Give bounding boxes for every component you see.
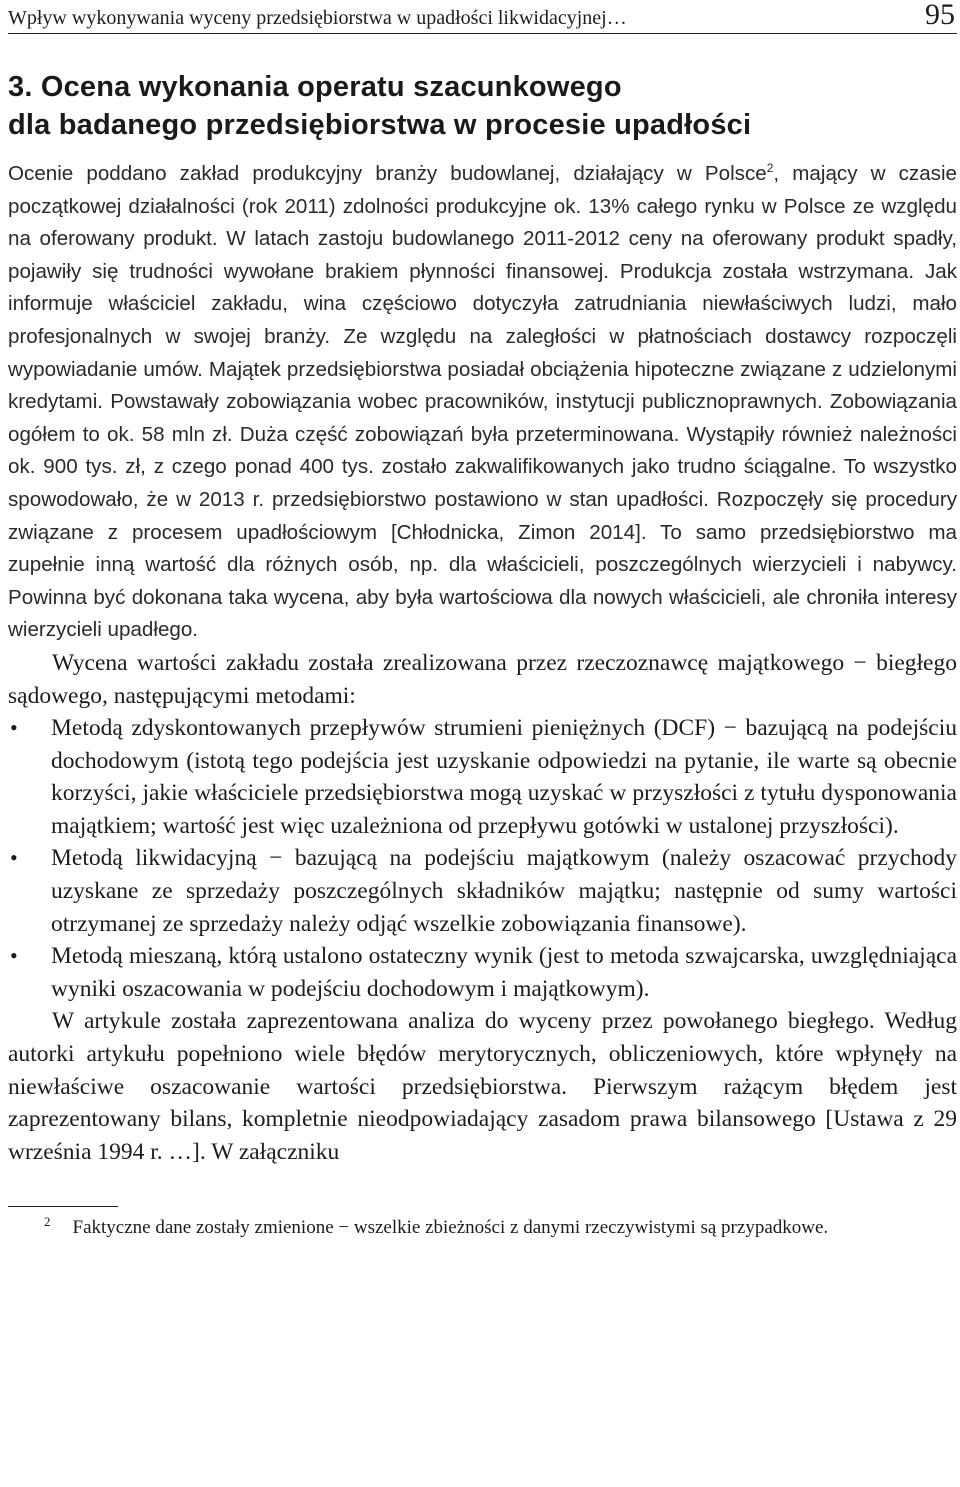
footnote-text: Faktyczne dane zostały zmienione − wszelkie zbieżności z danymi rzeczywistymi są przypadkowe. — [72, 1217, 829, 1239]
footnote-number: 2 — [44, 1214, 51, 1230]
list-item — [8, 712, 957, 842]
footnote — [8, 1215, 957, 1241]
list-item-text: Metodą mieszaną, którą ustalono ostateczny wynik (jest to metoda szwajcarska, uwzględniająca wyniki oszacowania w podejściu dochodowym i majątkowym). — [51, 943, 957, 1002]
section-title-line-2: dla badanego przedsiębiorstwa w procesie upadłości — [8, 109, 752, 141]
paragraph-intro — [8, 158, 957, 647]
bullet-icon: • — [10, 943, 18, 969]
section-title — [8, 68, 957, 144]
bullet-icon: • — [10, 845, 18, 871]
paragraph-intro-start: Ocenie poddano zakład produkcyjny branży budowlanej, działający w Polsce — [8, 162, 767, 185]
paragraph-analysis: W artykule została zaprezentowana analiza do wyceny przez powołanego biegłego. Według autorki artykułu popełniono wiele błędów merytorycznych, obliczeniowych, które wpłynęły na niewłaściwe oszacowanie wartości przedsiębiorstwa. Pierwszym rażącym błędem jest zaprezentowany bilans, kompletnie nieodpowiadający zasadom prawa bilansowego [Ustawa z 29 września 1994 r. …]. W załączniku — [8, 1008, 957, 1165]
section-title-line-1: 3. Ocena wykonania operatu szacunkowego — [8, 71, 622, 103]
bullet-icon: • — [10, 715, 18, 741]
running-title: Wpływ wykonywania wyceny przedsiębiorstwa w upadłości likwidacyjnej… — [8, 7, 627, 29]
methods-list — [8, 712, 957, 1005]
footnote-reference[interactable]: 2 — [766, 161, 774, 176]
list-item — [8, 940, 957, 1005]
running-header — [8, 0, 957, 34]
page-number: 95 — [925, 0, 955, 31]
list-item-text: Metodą likwidacyjną − bazującą na podejściu majątkowym (należy oszacować przychody uzyskane ze sprzedaży poszczególnych składników majątku; następnie od sumy wartości otrzymanej ze sprzedaży należy odjąć wszelkie zobowiązania finansowe). — [51, 845, 957, 937]
paragraph-intro-rest: , mający w czasie początkowej działalności (rok 2011) zdolności produkcyjne ok. 13% całego rynku w Polsce ze względu na oferowany produkt. W latach zastoju budowlanego 2011-2012 ceny na oferowany produkt spadły, pojawiły się trudności wywołane brakiem płynności finansowej. Produkcja została wstrzymana. Jak informuje właściciel zakładu, wina częściowo dotyczyła zatrudniania niewłaściwych ludzi, mało profesjonalnych w swojej branży. Ze względu na zaległości w płatnościach dostawcy rozpoczęli wypowiadanie umów. Majątek przedsiębiorstwa posiadał obciążenia hipoteczne związane z udzielonymi kredytami. Powstawały zobowiązania wobec pracowników, instytucji publicznoprawnych. Zobowiązania ogółem to ok. 58 mln zł. Duża część zobowiązań była przeterminowana. Wystąpiły również należności ok. 900 tys. zł, z czego ponad 400 tys. zostało zakwalifikowanych jako trudno ściągalne. To wszystko spowodowało, że w 2013 r. przedsiębiorstwo postawiono w stan upadłości. Rozpoczęły się procedury związane z procesem upadłościowym [Chłodnicka, Zimon 2014]. To samo przedsiębiorstwo ma zupełnie inną wartość dla różnych osób, np. dla właścicieli, poszczególnych wierzycieli i nabywcy. Powinna być dokonana taka wycena, aby była wartościowa dla nowych właścicieli, ale chroniła interesy wierzycieli upadłego. — [8, 162, 957, 642]
footnote-divider — [8, 1206, 118, 1207]
paragraph-methods-intro: Wycena wartości zakładu została zrealizowana przez rzeczoznawcę majątkowego − biegłego sądowego, następującymi metodami: — [8, 649, 957, 709]
list-item-text: Metodą zdyskontowanych przepływów strumieni pieniężnych (DCF) − bazującą na podejściu dochodowym (istotą tego podejścia jest uzyskanie odpowiedzi na pytanie, ile warte są obecnie korzyści, jakie właściciele przedsiębiorstwa mogą uzyskać w przyszłości z tytułu dysponowania majątkiem; wartość jest więc uzależniona od przepływu gotówki w ustalonej przyszłości). — [51, 715, 957, 839]
list-item — [8, 842, 957, 940]
